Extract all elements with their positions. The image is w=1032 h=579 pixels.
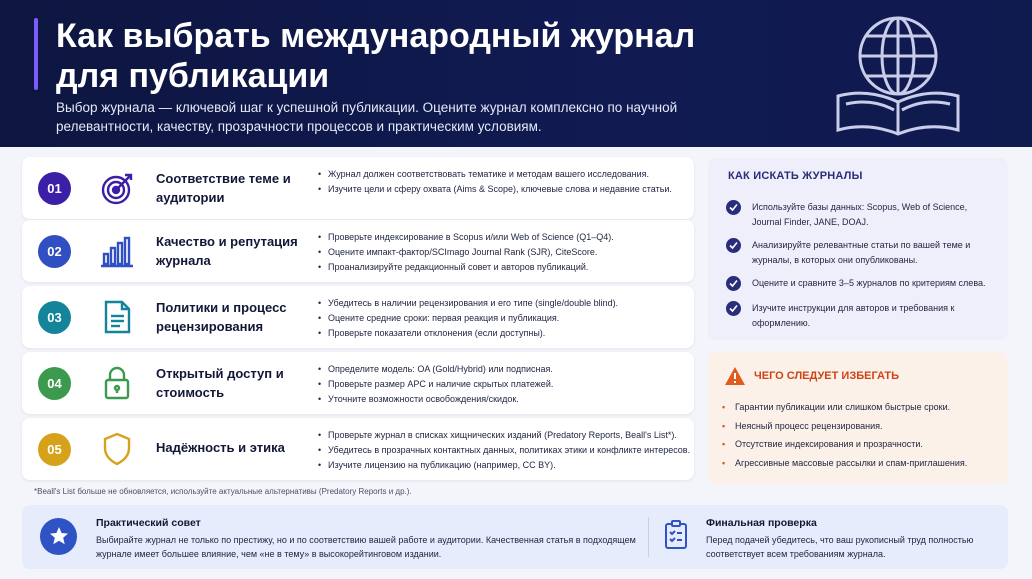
lock-icon <box>98 364 136 402</box>
bullet: • Проверьте размер APC и наличие скрытых платежей. <box>318 377 688 392</box>
criterion-card-01 <box>22 157 694 219</box>
check-icon <box>726 200 741 215</box>
criterion-card-02 <box>22 220 694 282</box>
avoid-list <box>722 398 1002 472</box>
bullet: • Проверьте индексирование в Scopus и/или Web of Science (Q1–Q4). <box>318 230 688 245</box>
criterion-card-05 <box>22 418 694 480</box>
criterion-card-04 <box>22 352 694 414</box>
footnote: *Beall's List больше не обновляется, используйте актуальные альтернативы (Predatory Reports и др.). <box>34 487 412 496</box>
bullet: • Проверьте показатели отклонения (если доступны). <box>318 326 688 341</box>
list-item-text: Изучите инструкции для авторов и требования к оформлению. <box>752 303 955 328</box>
bullet: • Изучите лицензию на публикацию (например, CC BY). <box>318 458 688 473</box>
criterion-number: 01 <box>38 172 71 205</box>
criterion-title: Политики и процесс рецензирования <box>156 300 287 334</box>
bullet: • Журнал должен соответствовать тематике и методам вашего исследования. <box>318 167 688 182</box>
bullet: • Уточните возможности освобождения/скидок. <box>318 392 688 407</box>
criterion-number: 05 <box>38 433 71 466</box>
list-item: • Гарантии публикации или слишком быстрые сроки. <box>722 398 1002 416</box>
criterion-number: 04 <box>38 367 71 400</box>
list-item-text: Используйте базы данных: Scopus, Web of Science, Journal Finder, JANE, DOAJ. <box>752 202 968 227</box>
criterion-title: Открытый доступ и стоимость <box>156 366 284 400</box>
document-icon <box>98 298 136 336</box>
check-icon <box>726 238 741 253</box>
avoid-panel <box>708 352 1008 484</box>
warning-icon <box>724 366 746 386</box>
globe-book-icon <box>828 8 968 138</box>
criterion-number: 03 <box>38 301 71 334</box>
clipboard-icon <box>664 520 688 550</box>
page-subtitle: Выбор журнала — ключевой шаг к успешной публикации. Оцените журнал комплексно по научной релевантности, качеству, прозрачности процессов и практическим условиям. <box>56 100 678 134</box>
header-banner <box>0 0 1032 147</box>
practical-tip-body: Выбирайте журнал не только по престижу, но и по соответствию вашей работе и аудитории. Качественная статья в подходящем журнале имеет большее влияние, чем «не в тему» в высокорейтинговом издании. <box>96 535 636 559</box>
criterion-card-03 <box>22 286 694 348</box>
criterion-bullets <box>318 230 688 275</box>
criterion-bullets <box>318 428 691 473</box>
check-icon <box>726 301 741 316</box>
list-item-text: Оцените и сравните 3–5 журналов по критериям слева. <box>752 278 986 288</box>
bullet: • Убедитесь в наличии рецензирования и его типе (single/double blind). <box>318 296 688 311</box>
panel-title: ЧЕГО СЛЕДУЕТ ИЗБЕГАТЬ <box>754 370 900 382</box>
list-item: • Отсутствие индексирования и прозрачности. <box>722 435 1002 453</box>
bullet: • Оцените средние сроки: первая реакция и публикация. <box>318 311 688 326</box>
bullet: • Определите модель: OA (Gold/Hybrid) или подписная. <box>318 362 688 377</box>
practical-tip-title: Практический совет <box>96 517 201 529</box>
tips-bar <box>22 505 1008 569</box>
accent-bar <box>34 18 38 90</box>
divider <box>648 517 649 557</box>
page-title: Как выбрать международный журнал для публикации <box>56 17 696 95</box>
criterion-number: 02 <box>38 235 71 268</box>
criterion-bullets <box>318 167 688 197</box>
bullet: • Изучите цели и сферу охвата (Aims & Scope), ключевые слова и недавние статьи. <box>318 182 688 197</box>
criterion-bullets <box>318 362 688 407</box>
bullet: • Убедитесь в прозрачных контактных данных, политиках этики и конфликте интересов. <box>318 443 688 458</box>
criterion-title: Надёжность и этика <box>156 440 285 455</box>
criterion-bullets <box>318 296 688 341</box>
criterion-title: Качество и репутация журнала <box>156 234 298 268</box>
list-item: • Неясный процесс рецензирования. <box>722 417 1002 435</box>
target-icon <box>98 169 136 207</box>
bullet: • Проверьте журнал в списках хищнических изданий (Predatory Reports, Beall's List*). <box>318 428 688 443</box>
shield-icon <box>98 430 136 468</box>
star-icon <box>40 518 77 555</box>
bar-chart-icon <box>98 232 136 270</box>
check-icon <box>726 276 741 291</box>
how-to-search-panel <box>708 158 1008 340</box>
list-item: • Агрессивные массовые рассылки и спам-приглашения. <box>722 454 1002 472</box>
bullet: • Проанализируйте редакционный совет и авторов публикаций. <box>318 260 688 275</box>
final-check-body: Перед подачей убедитесь, что ваш рукописный труд полностью соответствует всем требованиям журнала. <box>706 535 974 559</box>
bullet: • Оцените импакт-фактор/SCImago Journal Rank (SJR), CiteScore. <box>318 245 688 260</box>
final-check-title: Финальная проверка <box>706 517 817 529</box>
list-item-text: Анализируйте релевантные статьи по вашей теме и журналы, в которых они опубликованы. <box>752 240 971 265</box>
panel-title: КАК ИСКАТЬ ЖУРНАЛЫ <box>728 170 863 182</box>
criterion-title: Соответствие теме и аудитории <box>156 171 291 205</box>
